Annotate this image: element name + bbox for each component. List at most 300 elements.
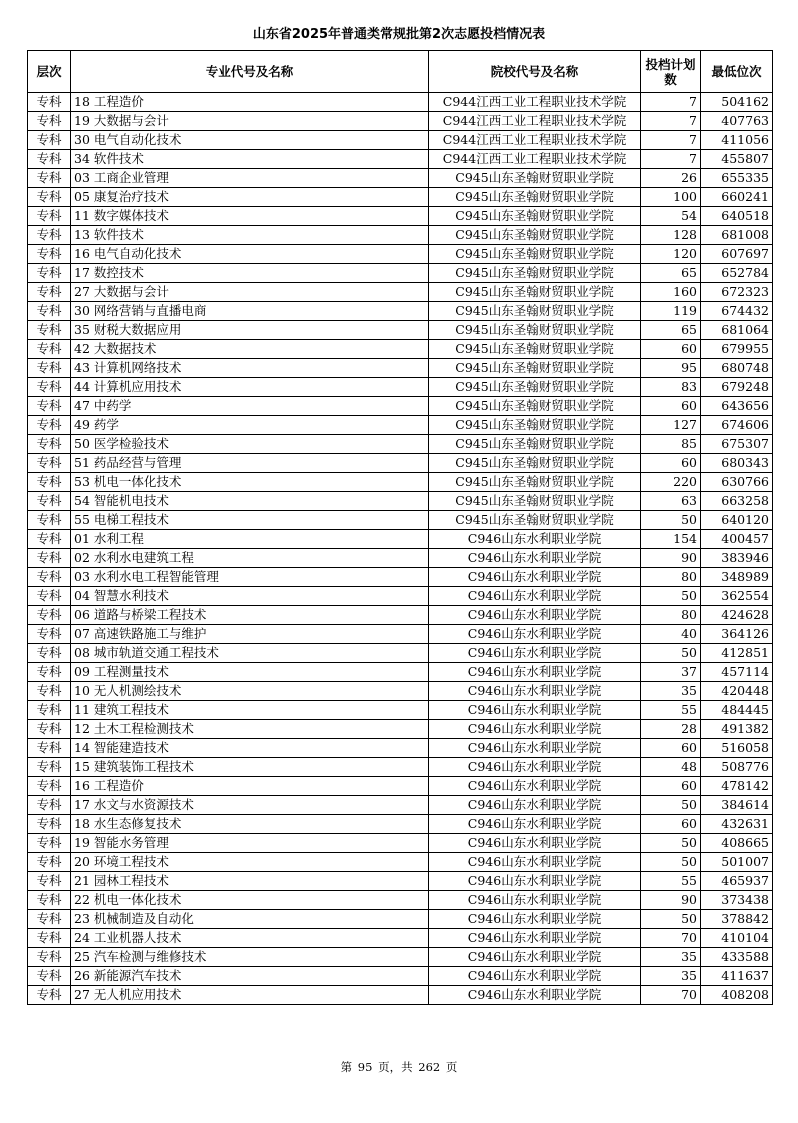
cell-school: C946山东水利职业学院 — [429, 644, 641, 663]
cell-level: 专科 — [28, 245, 71, 264]
cell-major: 16 工程造价 — [71, 777, 429, 796]
cell-plan-count: 7 — [641, 131, 701, 150]
table-row — [28, 93, 773, 112]
cell-plan-count: 54 — [641, 207, 701, 226]
cell-plan-count: 7 — [641, 93, 701, 112]
cell-plan-count: 85 — [641, 435, 701, 454]
cell-major: 50 医学检验技术 — [71, 435, 429, 454]
cell-major: 13 软件技术 — [71, 226, 429, 245]
cell-plan-count: 35 — [641, 948, 701, 967]
cell-plan-count: 220 — [641, 473, 701, 492]
cell-min-rank: 607697 — [701, 245, 773, 264]
cell-school: C945山东圣翰财贸职业学院 — [429, 207, 641, 226]
cell-level: 专科 — [28, 872, 71, 891]
cell-major: 30 网络营销与直播电商 — [71, 302, 429, 321]
cell-min-rank: 508776 — [701, 758, 773, 777]
table-row — [28, 891, 773, 910]
cell-level: 专科 — [28, 169, 71, 188]
cell-plan-count: 70 — [641, 986, 701, 1005]
table-row — [28, 606, 773, 625]
table-row — [28, 872, 773, 891]
cell-level: 专科 — [28, 568, 71, 587]
cell-plan-count: 37 — [641, 663, 701, 682]
table-row — [28, 967, 773, 986]
cell-major: 03 水利水电工程智能管理 — [71, 568, 429, 587]
cell-school: C946山东水利职业学院 — [429, 948, 641, 967]
cell-major: 19 大数据与会计 — [71, 112, 429, 131]
cell-level: 专科 — [28, 359, 71, 378]
cell-plan-count: 127 — [641, 416, 701, 435]
cell-major: 35 财税大数据应用 — [71, 321, 429, 340]
cell-school: C945山东圣翰财贸职业学院 — [429, 283, 641, 302]
cell-major: 15 建筑装饰工程技术 — [71, 758, 429, 777]
cell-level: 专科 — [28, 663, 71, 682]
table-row — [28, 701, 773, 720]
table-row — [28, 397, 773, 416]
table-row — [28, 283, 773, 302]
cell-school: C945山东圣翰财贸职业学院 — [429, 473, 641, 492]
cell-min-rank: 465937 — [701, 872, 773, 891]
cell-min-rank: 679955 — [701, 340, 773, 359]
table-row — [28, 777, 773, 796]
cell-level: 专科 — [28, 739, 71, 758]
cell-plan-count: 50 — [641, 853, 701, 872]
cell-min-rank: 420448 — [701, 682, 773, 701]
cell-plan-count: 80 — [641, 606, 701, 625]
cell-major: 20 环境工程技术 — [71, 853, 429, 872]
table-row — [28, 511, 773, 530]
cell-level: 专科 — [28, 891, 71, 910]
cell-school: C944江西工业工程职业技术学院 — [429, 112, 641, 131]
cell-major: 19 智能水务管理 — [71, 834, 429, 853]
header-level: 层次 — [28, 51, 71, 93]
cell-min-rank: 400457 — [701, 530, 773, 549]
cell-min-rank: 457114 — [701, 663, 773, 682]
table-row — [28, 131, 773, 150]
header-plan-count: 投档计划数 — [641, 51, 701, 93]
table-row — [28, 188, 773, 207]
cell-min-rank: 411056 — [701, 131, 773, 150]
cell-level: 专科 — [28, 188, 71, 207]
cell-level: 专科 — [28, 378, 71, 397]
cell-school: C945山东圣翰财贸职业学院 — [429, 492, 641, 511]
cell-plan-count: 35 — [641, 967, 701, 986]
cell-school: C944江西工业工程职业技术学院 — [429, 93, 641, 112]
table-row — [28, 321, 773, 340]
table-row — [28, 644, 773, 663]
footer-mid: 页，共 — [378, 1060, 413, 1074]
cell-min-rank: 630766 — [701, 473, 773, 492]
cell-school: C945山东圣翰财贸职业学院 — [429, 302, 641, 321]
cell-level: 专科 — [28, 511, 71, 530]
cell-plan-count: 160 — [641, 283, 701, 302]
cell-plan-count: 48 — [641, 758, 701, 777]
table-row — [28, 150, 773, 169]
footer-total-pages: 262 — [418, 1060, 441, 1074]
footer-suffix: 页 — [445, 1060, 458, 1074]
cell-school: C946山东水利职业学院 — [429, 815, 641, 834]
cell-school: C946山东水利职业学院 — [429, 967, 641, 986]
table-row — [28, 207, 773, 226]
cell-min-rank: 640518 — [701, 207, 773, 226]
table-row — [28, 796, 773, 815]
cell-plan-count: 55 — [641, 872, 701, 891]
cell-school: C946山东水利职业学院 — [429, 701, 641, 720]
cell-min-rank: 674606 — [701, 416, 773, 435]
table-row — [28, 739, 773, 758]
table-row — [28, 226, 773, 245]
cell-level: 专科 — [28, 910, 71, 929]
cell-major: 54 智能机电技术 — [71, 492, 429, 511]
cell-level: 专科 — [28, 682, 71, 701]
footer-prefix: 第 — [340, 1060, 353, 1074]
cell-major: 01 水利工程 — [71, 530, 429, 549]
cell-level: 专科 — [28, 112, 71, 131]
table-row — [28, 359, 773, 378]
table-row — [28, 929, 773, 948]
cell-min-rank: 478142 — [701, 777, 773, 796]
cell-school: C945山东圣翰财贸职业学院 — [429, 359, 641, 378]
cell-major: 44 计算机应用技术 — [71, 378, 429, 397]
page-title: 山东省2025年普通类常规批第2次志愿投档情况表 — [252, 27, 546, 42]
cell-major: 10 无人机测绘技术 — [71, 682, 429, 701]
cell-level: 专科 — [28, 530, 71, 549]
cell-major: 26 新能源汽车技术 — [71, 967, 429, 986]
header-school: 院校代号及名称 — [429, 51, 641, 93]
cell-min-rank: 364126 — [701, 625, 773, 644]
cell-school: C946山东水利职业学院 — [429, 777, 641, 796]
cell-plan-count: 120 — [641, 245, 701, 264]
cell-school: C945山东圣翰财贸职业学院 — [429, 188, 641, 207]
cell-plan-count: 83 — [641, 378, 701, 397]
table-row — [28, 435, 773, 454]
cell-school: C946山东水利职业学院 — [429, 568, 641, 587]
cell-major: 21 园林工程技术 — [71, 872, 429, 891]
cell-min-rank: 655335 — [701, 169, 773, 188]
cell-plan-count: 63 — [641, 492, 701, 511]
header-major: 专业代号及名称 — [71, 51, 429, 93]
table-row — [28, 340, 773, 359]
cell-major: 08 城市轨道交通工程技术 — [71, 644, 429, 663]
cell-school: C946山东水利职业学院 — [429, 891, 641, 910]
cell-plan-count: 90 — [641, 891, 701, 910]
cell-level: 专科 — [28, 815, 71, 834]
cell-level: 专科 — [28, 302, 71, 321]
cell-school: C945山东圣翰财贸职业学院 — [429, 454, 641, 473]
table-row — [28, 492, 773, 511]
cell-plan-count: 7 — [641, 150, 701, 169]
cell-school: C946山东水利职业学院 — [429, 929, 641, 948]
table-row — [28, 758, 773, 777]
cell-major: 27 无人机应用技术 — [71, 986, 429, 1005]
cell-school: C946山东水利职业学院 — [429, 682, 641, 701]
cell-level: 专科 — [28, 340, 71, 359]
cell-level: 专科 — [28, 454, 71, 473]
cell-major: 22 机电一体化技术 — [71, 891, 429, 910]
cell-level: 专科 — [28, 948, 71, 967]
cell-major: 06 道路与桥梁工程技术 — [71, 606, 429, 625]
cell-plan-count: 60 — [641, 739, 701, 758]
cell-level: 专科 — [28, 492, 71, 511]
cell-plan-count: 60 — [641, 777, 701, 796]
cell-plan-count: 7 — [641, 112, 701, 131]
cell-level: 专科 — [28, 587, 71, 606]
cell-min-rank: 640120 — [701, 511, 773, 530]
table-row — [28, 720, 773, 739]
cell-min-rank: 674432 — [701, 302, 773, 321]
cell-plan-count: 65 — [641, 321, 701, 340]
cell-major: 18 水生态修复技术 — [71, 815, 429, 834]
cell-min-rank: 681008 — [701, 226, 773, 245]
table-row — [28, 663, 773, 682]
cell-major: 07 高速铁路施工与维护 — [71, 625, 429, 644]
table-row — [28, 568, 773, 587]
cell-min-rank: 412851 — [701, 644, 773, 663]
table-row — [28, 264, 773, 283]
cell-plan-count: 90 — [641, 549, 701, 568]
cell-level: 专科 — [28, 644, 71, 663]
cell-plan-count: 50 — [641, 834, 701, 853]
cell-school: C946山东水利职业学院 — [429, 549, 641, 568]
cell-school: C946山东水利职业学院 — [429, 720, 641, 739]
cell-min-rank: 675307 — [701, 435, 773, 454]
table-row — [28, 834, 773, 853]
cell-major: 43 计算机网络技术 — [71, 359, 429, 378]
cell-school: C945山东圣翰财贸职业学院 — [429, 226, 641, 245]
cell-plan-count: 128 — [641, 226, 701, 245]
cell-major: 17 水文与水资源技术 — [71, 796, 429, 815]
cell-level: 专科 — [28, 93, 71, 112]
cell-min-rank: 660241 — [701, 188, 773, 207]
cell-level: 专科 — [28, 321, 71, 340]
cell-plan-count: 154 — [641, 530, 701, 549]
cell-level: 专科 — [28, 226, 71, 245]
table-row — [28, 530, 773, 549]
cell-major: 18 工程造价 — [71, 93, 429, 112]
cell-level: 专科 — [28, 929, 71, 948]
cell-min-rank: 384614 — [701, 796, 773, 815]
footer-page-number: 95 — [357, 1060, 373, 1074]
cell-plan-count: 60 — [641, 340, 701, 359]
table-row — [28, 473, 773, 492]
cell-level: 专科 — [28, 131, 71, 150]
cell-major: 47 中药学 — [71, 397, 429, 416]
cell-major: 27 大数据与会计 — [71, 283, 429, 302]
cell-min-rank: 679248 — [701, 378, 773, 397]
cell-school: C946山东水利职业学院 — [429, 530, 641, 549]
cell-level: 专科 — [28, 758, 71, 777]
cell-school: C946山东水利职业学院 — [429, 739, 641, 758]
table-row — [28, 302, 773, 321]
table-row — [28, 853, 773, 872]
cell-major: 34 软件技术 — [71, 150, 429, 169]
cell-school: C944江西工业工程职业技术学院 — [429, 150, 641, 169]
cell-major: 04 智慧水利技术 — [71, 587, 429, 606]
cell-plan-count: 28 — [641, 720, 701, 739]
cell-min-rank: 516058 — [701, 739, 773, 758]
cell-school: C946山东水利职业学院 — [429, 872, 641, 891]
cell-plan-count: 60 — [641, 454, 701, 473]
cell-school: C946山东水利职业学院 — [429, 663, 641, 682]
cell-min-rank: 491382 — [701, 720, 773, 739]
cell-school: C946山东水利职业学院 — [429, 796, 641, 815]
cell-plan-count: 100 — [641, 188, 701, 207]
cell-level: 专科 — [28, 853, 71, 872]
page-footer — [0, 1059, 798, 1075]
cell-school: C945山东圣翰财贸职业学院 — [429, 378, 641, 397]
cell-major: 51 药品经营与管理 — [71, 454, 429, 473]
cell-major: 17 数控技术 — [71, 264, 429, 283]
cell-plan-count: 50 — [641, 511, 701, 530]
cell-major: 55 电梯工程技术 — [71, 511, 429, 530]
cell-major: 42 大数据技术 — [71, 340, 429, 359]
cell-school: C945山东圣翰财贸职业学院 — [429, 245, 641, 264]
cell-min-rank: 383946 — [701, 549, 773, 568]
cell-level: 专科 — [28, 986, 71, 1005]
cell-school: C946山东水利职业学院 — [429, 853, 641, 872]
cell-school: C945山东圣翰财贸职业学院 — [429, 169, 641, 188]
cell-level: 专科 — [28, 397, 71, 416]
table-row — [28, 815, 773, 834]
table-row — [28, 378, 773, 397]
cell-level: 专科 — [28, 283, 71, 302]
cell-plan-count: 119 — [641, 302, 701, 321]
cell-major: 09 工程测量技术 — [71, 663, 429, 682]
cell-level: 专科 — [28, 777, 71, 796]
cell-plan-count: 50 — [641, 644, 701, 663]
cell-school: C945山东圣翰财贸职业学院 — [429, 511, 641, 530]
cell-min-rank: 484445 — [701, 701, 773, 720]
cell-min-rank: 432631 — [701, 815, 773, 834]
cell-school: C946山东水利职业学院 — [429, 625, 641, 644]
cell-min-rank: 504162 — [701, 93, 773, 112]
cell-level: 专科 — [28, 416, 71, 435]
cell-school: C945山东圣翰财贸职业学院 — [429, 397, 641, 416]
table-row — [28, 549, 773, 568]
cell-min-rank: 652784 — [701, 264, 773, 283]
cell-major: 05 康复治疗技术 — [71, 188, 429, 207]
table-row — [28, 587, 773, 606]
cell-level: 专科 — [28, 264, 71, 283]
cell-min-rank: 424628 — [701, 606, 773, 625]
cell-major: 11 建筑工程技术 — [71, 701, 429, 720]
cell-level: 专科 — [28, 625, 71, 644]
cell-min-rank: 681064 — [701, 321, 773, 340]
cell-min-rank: 455807 — [701, 150, 773, 169]
cell-school: C946山东水利职业学院 — [429, 834, 641, 853]
cell-major: 02 水利水电建筑工程 — [71, 549, 429, 568]
cell-min-rank: 433588 — [701, 948, 773, 967]
cell-level: 专科 — [28, 435, 71, 454]
cell-min-rank: 411637 — [701, 967, 773, 986]
cell-major: 49 药学 — [71, 416, 429, 435]
cell-major: 14 智能建造技术 — [71, 739, 429, 758]
cell-major: 23 机械制造及自动化 — [71, 910, 429, 929]
table-row — [28, 986, 773, 1005]
cell-min-rank: 680748 — [701, 359, 773, 378]
cell-min-rank: 348989 — [701, 568, 773, 587]
cell-major: 16 电气自动化技术 — [71, 245, 429, 264]
cell-plan-count: 60 — [641, 815, 701, 834]
cell-min-rank: 680343 — [701, 454, 773, 473]
header-min-rank: 最低位次 — [701, 51, 773, 93]
table-row — [28, 245, 773, 264]
admission-table — [27, 50, 773, 1005]
table-row — [28, 169, 773, 188]
cell-level: 专科 — [28, 967, 71, 986]
table-row — [28, 910, 773, 929]
cell-level: 专科 — [28, 796, 71, 815]
cell-school: C945山东圣翰财贸职业学院 — [429, 264, 641, 283]
cell-level: 专科 — [28, 606, 71, 625]
cell-school: C945山东圣翰财贸职业学院 — [429, 435, 641, 454]
cell-school: C945山东圣翰财贸职业学院 — [429, 340, 641, 359]
cell-min-rank: 378842 — [701, 910, 773, 929]
cell-major: 25 汽车检测与维修技术 — [71, 948, 429, 967]
cell-min-rank: 373438 — [701, 891, 773, 910]
cell-school: C946山东水利职业学院 — [429, 606, 641, 625]
table-row — [28, 416, 773, 435]
cell-school: C946山东水利职业学院 — [429, 986, 641, 1005]
table-row — [28, 625, 773, 644]
cell-min-rank: 643656 — [701, 397, 773, 416]
table-row — [28, 948, 773, 967]
cell-plan-count: 26 — [641, 169, 701, 188]
cell-level: 专科 — [28, 720, 71, 739]
cell-plan-count: 65 — [641, 264, 701, 283]
cell-school: C946山东水利职业学院 — [429, 758, 641, 777]
cell-school: C946山东水利职业学院 — [429, 910, 641, 929]
cell-min-rank: 407763 — [701, 112, 773, 131]
cell-min-rank: 362554 — [701, 587, 773, 606]
cell-plan-count: 50 — [641, 587, 701, 606]
cell-level: 专科 — [28, 150, 71, 169]
cell-min-rank: 410104 — [701, 929, 773, 948]
cell-major: 03 工商企业管理 — [71, 169, 429, 188]
cell-min-rank: 672323 — [701, 283, 773, 302]
cell-plan-count: 60 — [641, 397, 701, 416]
cell-level: 专科 — [28, 207, 71, 226]
cell-min-rank: 663258 — [701, 492, 773, 511]
table-row — [28, 682, 773, 701]
cell-major: 53 机电一体化技术 — [71, 473, 429, 492]
cell-plan-count: 55 — [641, 701, 701, 720]
table-row — [28, 454, 773, 473]
cell-school: C944江西工业工程职业技术学院 — [429, 131, 641, 150]
cell-plan-count: 95 — [641, 359, 701, 378]
cell-min-rank: 501007 — [701, 853, 773, 872]
cell-major: 30 电气自动化技术 — [71, 131, 429, 150]
table-row — [28, 112, 773, 131]
cell-plan-count: 70 — [641, 929, 701, 948]
cell-level: 专科 — [28, 701, 71, 720]
cell-plan-count: 80 — [641, 568, 701, 587]
cell-major: 12 土木工程检测技术 — [71, 720, 429, 739]
cell-min-rank: 408208 — [701, 986, 773, 1005]
cell-school: C946山东水利职业学院 — [429, 587, 641, 606]
cell-school: C945山东圣翰财贸职业学院 — [429, 416, 641, 435]
table-header-row — [28, 51, 773, 93]
cell-major: 24 工业机器人技术 — [71, 929, 429, 948]
cell-plan-count: 40 — [641, 625, 701, 644]
cell-major: 11 数字媒体技术 — [71, 207, 429, 226]
cell-plan-count: 35 — [641, 682, 701, 701]
cell-plan-count: 50 — [641, 796, 701, 815]
cell-level: 专科 — [28, 549, 71, 568]
cell-school: C945山东圣翰财贸职业学院 — [429, 321, 641, 340]
cell-plan-count: 50 — [641, 910, 701, 929]
cell-min-rank: 408665 — [701, 834, 773, 853]
